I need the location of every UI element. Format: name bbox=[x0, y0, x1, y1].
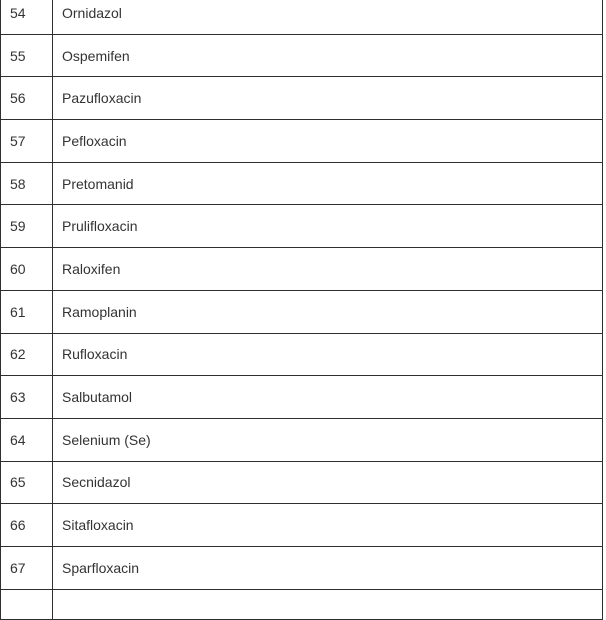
substance-name: Pretomanid bbox=[53, 162, 603, 205]
table-row bbox=[1, 546, 603, 589]
table-row bbox=[1, 34, 603, 77]
row-number: 63 bbox=[1, 376, 53, 419]
table-row bbox=[1, 461, 603, 504]
table-row bbox=[1, 418, 603, 461]
substance-name: Sitafloxacin bbox=[53, 504, 603, 547]
row-number: 60 bbox=[1, 248, 53, 291]
row-number: 56 bbox=[1, 77, 53, 120]
table-row bbox=[1, 290, 603, 333]
table-row bbox=[1, 205, 603, 248]
row-number: 64 bbox=[1, 418, 53, 461]
substance-name: Prulifloxacin bbox=[53, 205, 603, 248]
substance-name-empty bbox=[53, 589, 603, 619]
substance-name: Ospemifen bbox=[53, 34, 603, 77]
row-number: 55 bbox=[1, 34, 53, 77]
table-row bbox=[1, 0, 603, 34]
row-number: 59 bbox=[1, 205, 53, 248]
substance-name: Pazufloxacin bbox=[53, 77, 603, 120]
row-number: 65 bbox=[1, 461, 53, 504]
row-number: 57 bbox=[1, 120, 53, 163]
substance-name: Pefloxacin bbox=[53, 120, 603, 163]
table-row-partial bbox=[1, 589, 603, 619]
row-number-empty bbox=[1, 589, 53, 619]
table-row bbox=[1, 162, 603, 205]
substance-name: Selenium (Se) bbox=[53, 418, 603, 461]
substance-name: Ornidazol bbox=[53, 0, 603, 34]
table-row bbox=[1, 333, 603, 376]
table-row bbox=[1, 77, 603, 120]
row-number: 67 bbox=[1, 546, 53, 589]
table-row bbox=[1, 376, 603, 419]
substance-name: Rufloxacin bbox=[53, 333, 603, 376]
row-number: 58 bbox=[1, 162, 53, 205]
table-row bbox=[1, 504, 603, 547]
substance-name: Secnidazol bbox=[53, 461, 603, 504]
substance-name: Ramoplanin bbox=[53, 290, 603, 333]
table-row bbox=[1, 120, 603, 163]
row-number: 54 bbox=[1, 0, 53, 34]
substance-name: Raloxifen bbox=[53, 248, 603, 291]
substance-name: Sparfloxacin bbox=[53, 546, 603, 589]
table-row bbox=[1, 248, 603, 291]
row-number: 66 bbox=[1, 504, 53, 547]
substance-name: Salbutamol bbox=[53, 376, 603, 419]
row-number: 62 bbox=[1, 333, 53, 376]
row-number: 61 bbox=[1, 290, 53, 333]
